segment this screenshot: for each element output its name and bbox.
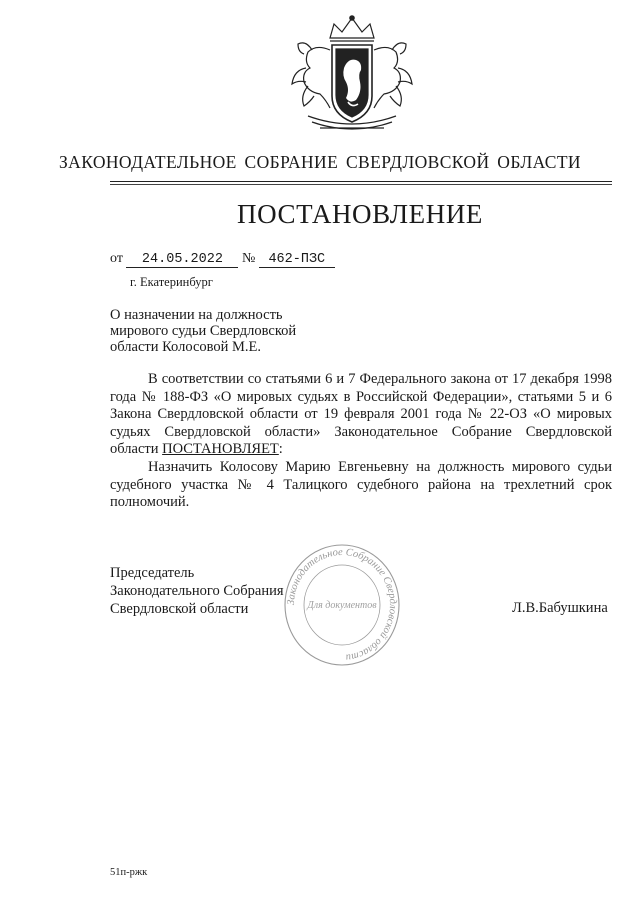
document-date-number-line	[110, 251, 335, 268]
signer-position-line: Законодательного Собрания	[110, 583, 284, 599]
paragraph-text: В соответствии со статьями 6 и 7 Федерального закона от 17 декабря 1998 года № 188-ФЗ «О мировых судьях в Российской Федерации», статьями 5 и 6 Закона Свердловской области от 19 февраля 2001 года № 22-ОЗ «О мировых судьях Свердловской области» Законодательное Собрание Свердловской области	[110, 371, 612, 458]
body-paragraph	[110, 371, 612, 459]
organization-title: ЗАКОНОДАТЕЛЬНОЕ СОБРАНИЕ СВЕРДЛОВСКОЙ ОБЛАСТИ	[59, 152, 581, 172]
document-type-title: ПОСТАНОВЛЕНИЕ	[236, 199, 484, 229]
document-number: 462-ПЗС	[259, 252, 335, 268]
header-divider-thick	[110, 181, 612, 182]
date-prefix: от	[110, 251, 123, 266]
subject-line: области Колосовой М.Е.	[110, 339, 262, 355]
body-paragraph: Назначить Колосову Марию Евгеньевну на должность мирового судьи судебного участка № 4 Талицкого судебного района на трехлетний срок полномочий.	[110, 458, 612, 511]
document-date: 24.05.2022	[126, 252, 238, 268]
header-divider-thin	[110, 184, 612, 185]
footer-code: 51п-ржк	[110, 867, 148, 878]
signer-position-line: Свердловской области	[110, 601, 249, 617]
resolves-keyword: ПОСТАНОВЛЯЕТ	[162, 441, 279, 458]
subject-line: О назначении на должность	[110, 307, 283, 323]
stamp-ring-text: Законодательное Собрание Свердловской области	[285, 546, 399, 663]
document-body	[110, 371, 612, 512]
number-prefix: №	[241, 251, 256, 266]
signer-name: Л.В.Бабушкина	[512, 600, 608, 616]
signer-position	[110, 564, 310, 618]
city: г. Екатеринбург	[130, 275, 213, 289]
document-subject	[110, 307, 370, 355]
paragraph-end: :	[278, 441, 283, 458]
coat-of-arms-icon	[268, 10, 436, 138]
signer-position-line: Председатель	[110, 565, 195, 581]
stamp-center-text: Для документов	[307, 600, 377, 611]
subject-line: мирового судьи Свердловской	[110, 323, 297, 339]
